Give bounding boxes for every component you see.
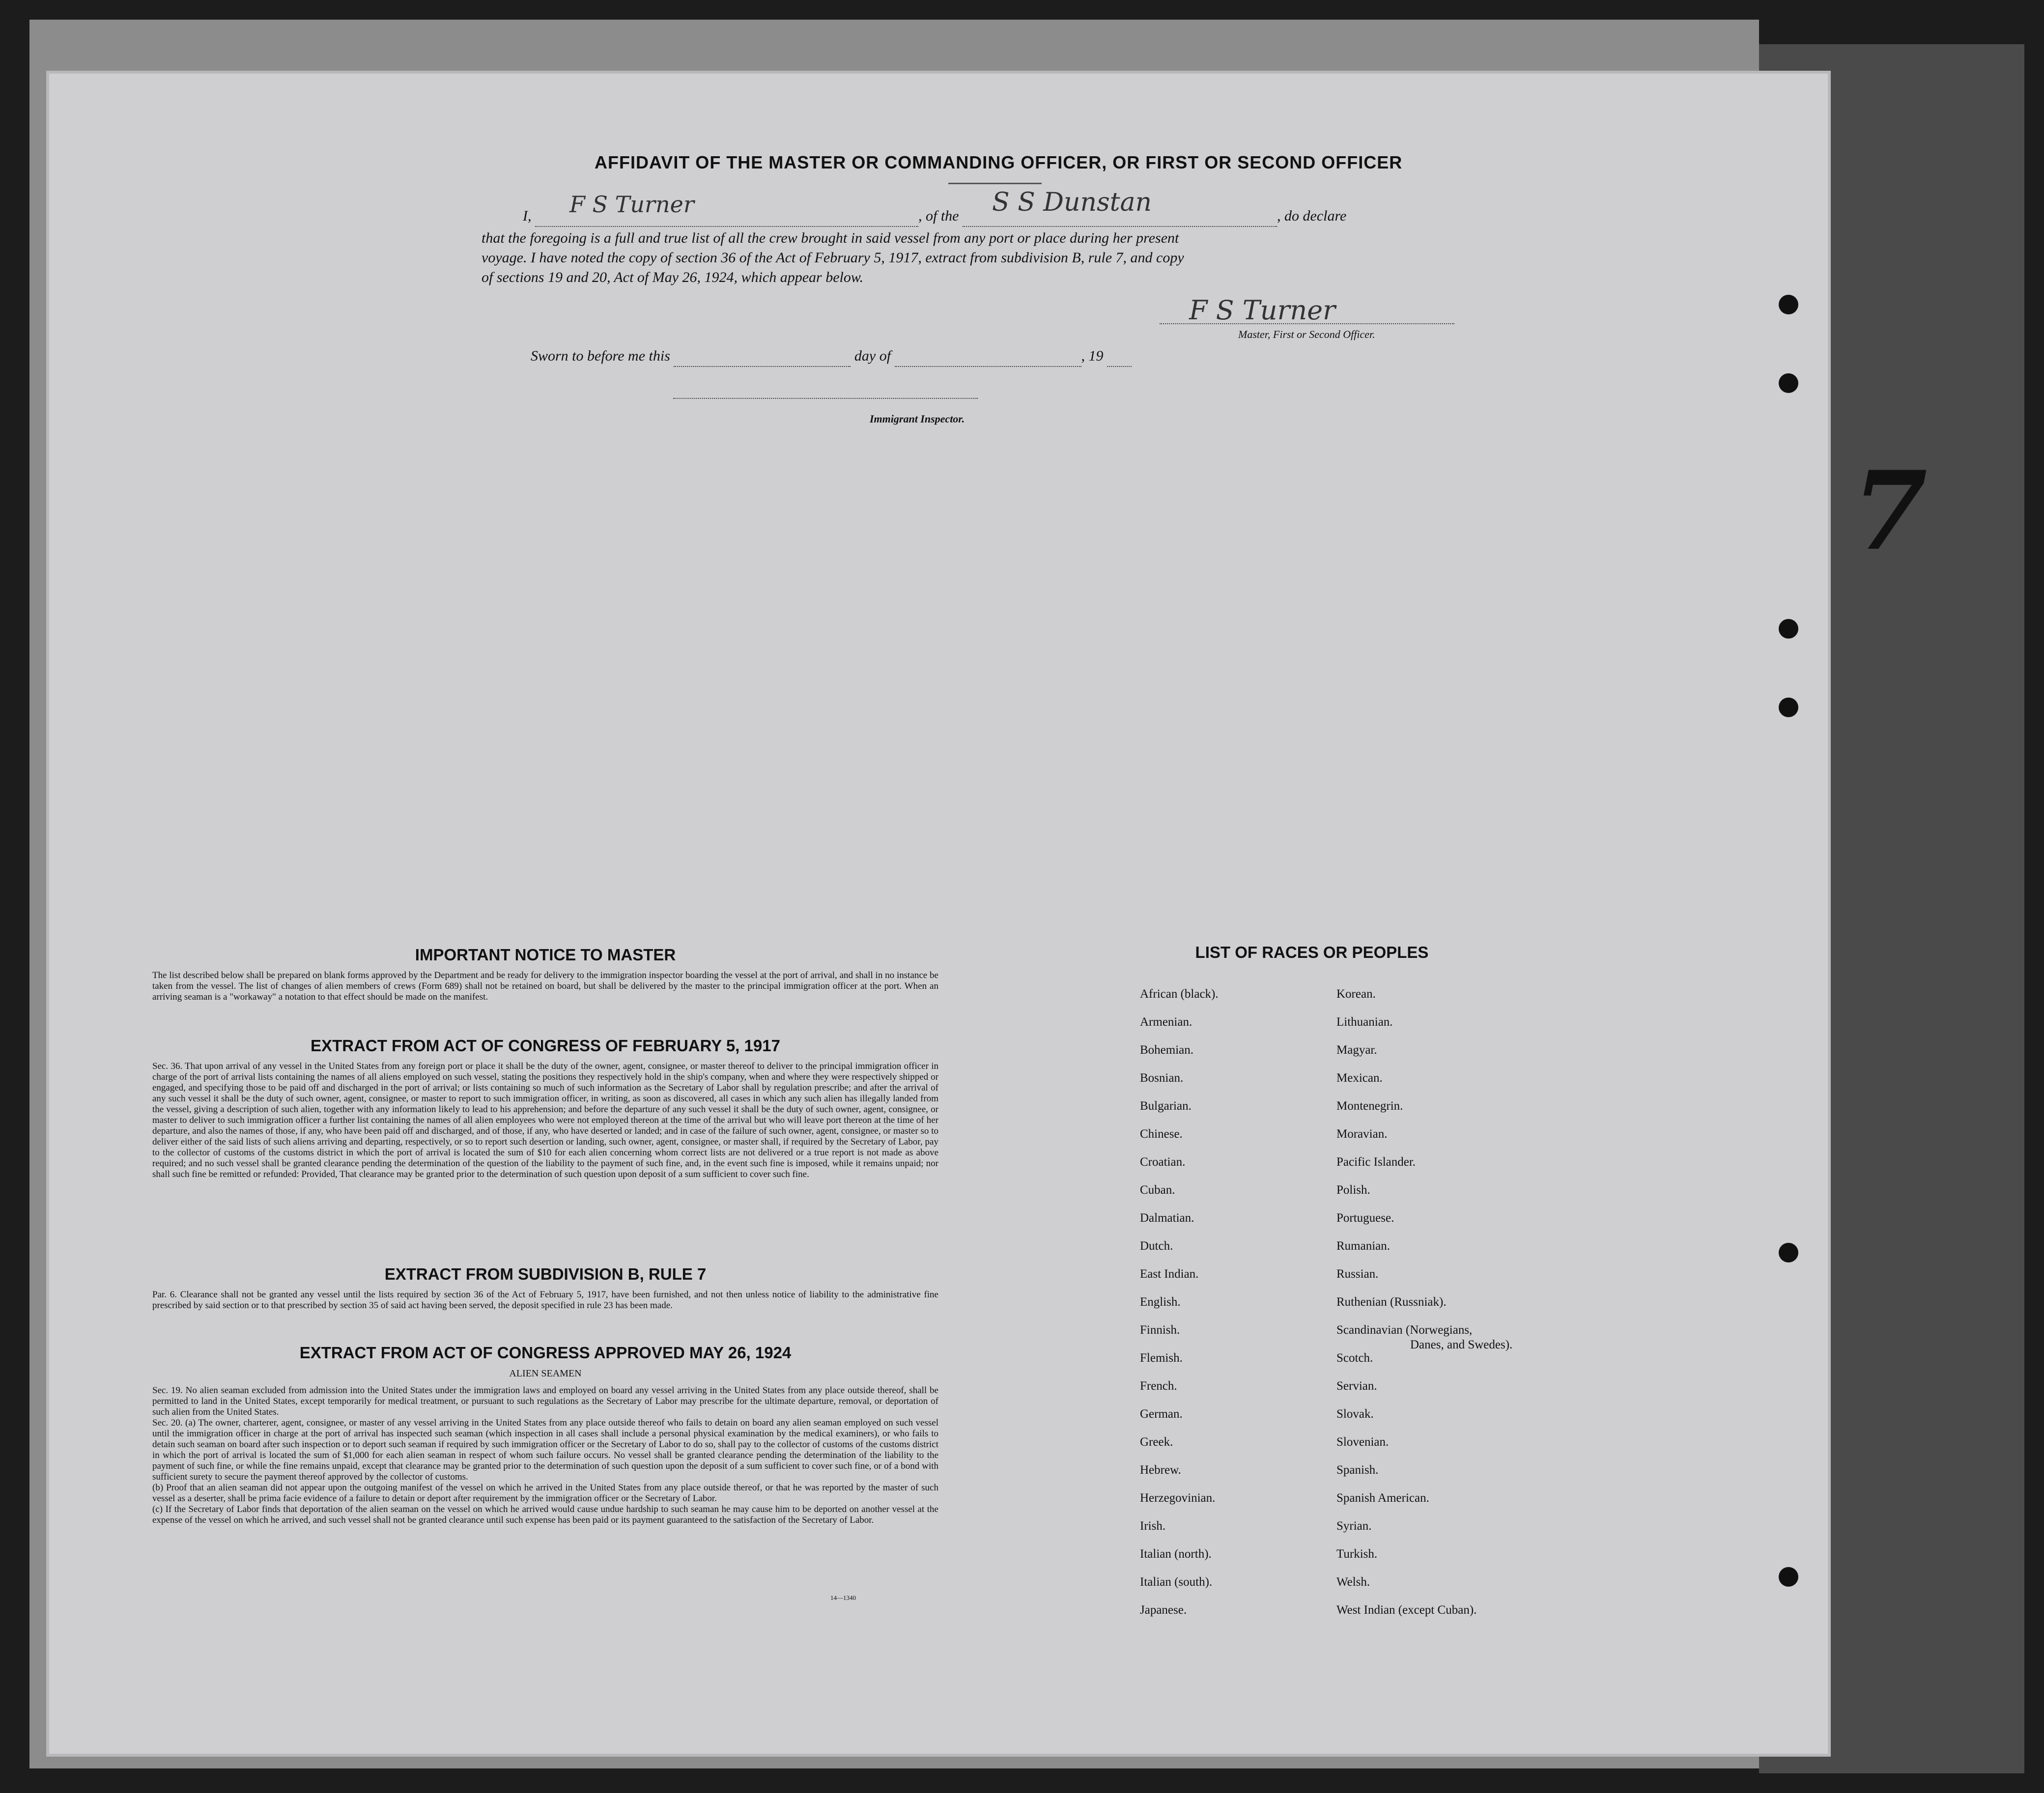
race-item: Slovak. bbox=[1336, 1407, 1374, 1421]
race-item: Servian. bbox=[1336, 1379, 1377, 1393]
race-item: Montenegrin. bbox=[1336, 1099, 1403, 1113]
punch-hole bbox=[1779, 373, 1798, 393]
title-underline bbox=[948, 183, 1042, 184]
race-item: Pacific Islander. bbox=[1336, 1155, 1416, 1169]
race-item: Russian. bbox=[1336, 1267, 1379, 1281]
race-item: Syrian. bbox=[1336, 1519, 1372, 1533]
races-title: LIST OF RACES OR PEOPLES bbox=[1195, 943, 1429, 961]
race-item: Spanish American. bbox=[1336, 1491, 1429, 1505]
section-20b-text: (b) Proof that an alien seaman did not appear upon the outgoing manifest of the vessel on which he arrived in the United States from any place outside thereof, or that he was reported by the master of such vessel as a deserter, shall be prima facie evidence of a failure to detain or deport after requirement by the immigration officer or the Secretary of Labor. bbox=[152, 1483, 938, 1504]
race-item: East Indian. bbox=[1140, 1267, 1199, 1281]
race-item: West Indian (except Cuban). bbox=[1336, 1603, 1477, 1617]
race-item: Cuban. bbox=[1140, 1183, 1175, 1197]
punch-hole bbox=[1779, 295, 1798, 314]
race-item: Flemish. bbox=[1140, 1351, 1183, 1365]
master-name-field bbox=[535, 191, 918, 227]
race-item: African (black). bbox=[1140, 987, 1219, 1001]
rule7-title: EXTRACT FROM SUBDIVISION B, RULE 7 bbox=[384, 1265, 707, 1283]
race-item: Japanese. bbox=[1140, 1603, 1187, 1617]
race-item: Chinese. bbox=[1140, 1127, 1183, 1141]
race-item: Italian (north). bbox=[1140, 1547, 1212, 1561]
race-item: Herzegovinian. bbox=[1140, 1491, 1216, 1505]
race-item: Irish. bbox=[1140, 1519, 1166, 1533]
document-page bbox=[49, 74, 1928, 1754]
of-the-label: , of the bbox=[918, 208, 959, 224]
extract-1924-title: EXTRACT FROM ACT OF CONGRESS APPROVED MAY 26, 1924 bbox=[299, 1344, 792, 1362]
race-item: Ruthenian (Russniak). bbox=[1336, 1295, 1447, 1309]
race-item: Welsh. bbox=[1336, 1575, 1370, 1589]
sworn-label: Sworn to before me this bbox=[531, 348, 670, 364]
race-item: Slovenian. bbox=[1336, 1435, 1389, 1449]
signature-caption: Master, First or Second Officer. bbox=[1238, 328, 1375, 340]
race-item: Lithuanian. bbox=[1336, 1015, 1393, 1029]
form-number: 14—1340 bbox=[830, 1594, 856, 1601]
affidavit-title: AFFIDAVIT OF THE MASTER OR COMMANDING OFFICER, OR FIRST OR SECOND OFFICER bbox=[595, 152, 1403, 172]
race-item: Greek. bbox=[1140, 1435, 1173, 1449]
sworn-month-field bbox=[895, 346, 1081, 367]
punch-hole bbox=[1779, 1243, 1798, 1262]
sworn-line bbox=[531, 346, 1132, 367]
section-20c-text: (c) If the Secretary of Labor finds that deportation of the alien seaman on the vessel on which he arrived would cause undue hardship to such seaman he may cause him to be deported on another vessel at the expense of the vessel on which he arrived, and such vessel shall not be granted clearance until such expense has been paid or its payment guaranteed to the satisfaction of the Secretary of Labor. bbox=[152, 1504, 938, 1525]
race-item: Polish. bbox=[1336, 1183, 1370, 1197]
punch-hole bbox=[1779, 1567, 1798, 1587]
race-item: Scandinavian (Norwegians, bbox=[1336, 1323, 1473, 1337]
race-item: Moravian. bbox=[1336, 1127, 1388, 1141]
race-item: Rumanian. bbox=[1336, 1239, 1391, 1253]
race-item: Korean. bbox=[1336, 987, 1376, 1001]
signature-handwritten: F S Turner bbox=[1189, 295, 1335, 326]
punch-hole bbox=[1779, 698, 1798, 717]
year-label: , 19 bbox=[1081, 348, 1104, 364]
race-item: German. bbox=[1140, 1407, 1183, 1421]
extract-1924-subtitle: ALIEN SEAMEN bbox=[509, 1368, 582, 1379]
race-item: Turkish. bbox=[1336, 1547, 1378, 1561]
race-item: Bohemian. bbox=[1140, 1043, 1194, 1057]
race-item: Mexican. bbox=[1336, 1071, 1383, 1085]
inspector-signature-line bbox=[673, 398, 978, 399]
race-item: Portuguese. bbox=[1336, 1211, 1394, 1225]
declaration-line-3: voyage. I have noted the copy of section 36 of the Act of February 5, 1917, extract from subdivision B, rule 7, and copy bbox=[482, 250, 1184, 266]
master-name-handwritten: F S Turner bbox=[569, 191, 694, 218]
race-item: Croatian. bbox=[1140, 1155, 1186, 1169]
race-item: Finnish. bbox=[1140, 1323, 1180, 1337]
vessel-name-field bbox=[963, 188, 1277, 227]
declaration-line-4: of sections 19 and 20, Act of May 26, 1924, which appear below. bbox=[482, 269, 864, 285]
declaration-line-1 bbox=[523, 188, 1505, 227]
i-label: I, bbox=[523, 208, 532, 224]
race-item: Hebrew. bbox=[1140, 1463, 1181, 1477]
notice-title: IMPORTANT NOTICE TO MASTER bbox=[415, 946, 676, 964]
race-item: Magyar. bbox=[1336, 1043, 1377, 1057]
race-item: Bosnian. bbox=[1140, 1071, 1184, 1085]
race-item: Italian (south). bbox=[1140, 1575, 1213, 1589]
vessel-name-handwritten: S S Dunstan bbox=[992, 188, 1152, 217]
declaration-line-2: that the foregoing is a full and true list of all the crew brought in said vessel from any port or place during her present bbox=[482, 230, 1179, 246]
race-item: Dutch. bbox=[1140, 1239, 1173, 1253]
inspector-caption: Immigrant Inspector. bbox=[870, 413, 965, 425]
extract-1924-body bbox=[152, 1385, 938, 1526]
day-of-label: day of bbox=[854, 348, 891, 364]
rule7-text: Par. 6. Clearance shall not be granted any vessel until the lists required by section 36 of the Act of February 5, 1917, have been furnished, and not then unless notice of liability to the administrative fine prescribed by said section or to that prescribed by section 35 of said act having been served, the deposit specified in rule 23 has been made. bbox=[152, 1289, 938, 1311]
race-item: Dalmatian. bbox=[1140, 1211, 1194, 1225]
extract-1917-title: EXTRACT FROM ACT OF CONGRESS OF FEBRUARY 5, 1917 bbox=[311, 1037, 780, 1055]
race-item: French. bbox=[1140, 1379, 1177, 1393]
race-item-continuation: Danes, and Swedes). bbox=[1410, 1338, 1513, 1351]
race-item: Scotch. bbox=[1336, 1351, 1373, 1365]
punch-hole bbox=[1779, 619, 1798, 639]
section-20a-text: Sec. 20. (a) The owner, charterer, agent, consignee, or master of any vessel arriving in the United States from any place outside thereof who fails to detain on board any alien seaman employed on such vessel until the immigration officer in charge at the port of arrival has inspected such seaman (which inspection in all cases shall include a personal physical examination by the medical examiners), or who fails to detain such seaman on board after such inspection or to deport such seaman if required by such immigration officer or the Secretary of Labor to do so, shall pay to the collector of customs of the customs district in which the port of arrival is located the sum of $1,000 for each alien seaman in respect of whom such failure occurs. No vessel shall be granted clearance pending the determination of the liability to the payment of such fine, or while the fine remains unpaid, except that clearance may be granted prior to the determination of such question upon the deposit of a sum sufficient to cover such fine, or of a bond with sufficient surety to secure the payment thereof approved by the collector of customs. bbox=[152, 1418, 938, 1482]
do-declare-label: , do declare bbox=[1277, 208, 1347, 224]
race-item: Armenian. bbox=[1140, 1015, 1192, 1029]
race-item: Bulgarian. bbox=[1140, 1099, 1192, 1113]
race-item: Spanish. bbox=[1336, 1463, 1379, 1477]
race-item: English. bbox=[1140, 1295, 1181, 1309]
margin-mark: 7 bbox=[1852, 447, 1928, 574]
extract-1917-text: Sec. 36. That upon arrival of any vessel in the United States from any foreign port or place it shall be the duty of the owner, agent, consignee, or master thereof to deliver to the principal immigration officer in charge of the port of arrival lists containing the names of all aliens employed on such vessel, stating the positions they respectively hold in the ship's company, when and where they were respectively shipped or engaged, and specifying those to be paid off and discharged in the port of arrival; or lists containing so much of such information as the Secretary of Labor shall by regulation prescribe; and after the arrival of any such vessel it shall be the duty of such owner, agent, consignee, or master to report to such immigration officer, in writing, as soon as discovered, all cases in which any such alien has illegally landed from the vessel, giving a description of such alien, together with any information likely to lead to his apprehension; and before the departure of any such vessel it shall be the duty of such owner, agent, consignee, or master to deliver to such immigration officer a further list containing the names of all alien employees who were not employed thereon at the time of the arrival but who will leave port thereon at the time of her departure, and also the names of those, if any, who have been paid off and discharged, and of those, if any, who have deserted or landed; and in case of the failure of such owner, agent, consignee, or master so to deliver either of the said lists of such aliens arriving and departing, respectively, or so to report such desertion or landing, such owner, agent, consignee, or master shall, if required by the Secretary of Labor, pay to the collector of customs of the customs district in which the port of arrival is located the sum of $10 for each alien concerning whom correct lists are not delivered or a true report is not made as above required; and no such vessel shall be granted clearance pending the determination of the question of the liability to the payment of such fine, and, in the event such fine is imposed, while it remains unpaid; nor shall such fine be remitted or refunded: Provided, That clearance may be granted prior to the determination of such question upon deposit of a sum sufficient to cover such fine. bbox=[152, 1061, 938, 1179]
section-19-text: Sec. 19. No alien seaman excluded from admission into the United States under the immigration laws and employed on board any vessel arriving in the United States from any place outside thereof, shall be permitted to land in the United States, except temporarily for medical treatment, or pursuant to such regulations as the Secretary of Labor may prescribe for the ultimate departure, removal, or deportation of such alien from the United States. bbox=[152, 1385, 938, 1417]
signature-line bbox=[1160, 295, 1454, 326]
sworn-year-field bbox=[1107, 346, 1132, 367]
notice-text: The list described below shall be prepared on blank forms approved by the Department and be ready for delivery to the immigration inspector boarding the vessel at the port of arrival, and shall in no instance be taken from the vessel. The list of changes of alien members of crews (Form 689) shall not be retained on board, but shall be delivered by the master to the principal immigration officer at the port. When an arriving seaman is a "workaway" a notation to that effect should be made on the manifest. bbox=[152, 970, 938, 1002]
sworn-day-field bbox=[674, 346, 851, 367]
